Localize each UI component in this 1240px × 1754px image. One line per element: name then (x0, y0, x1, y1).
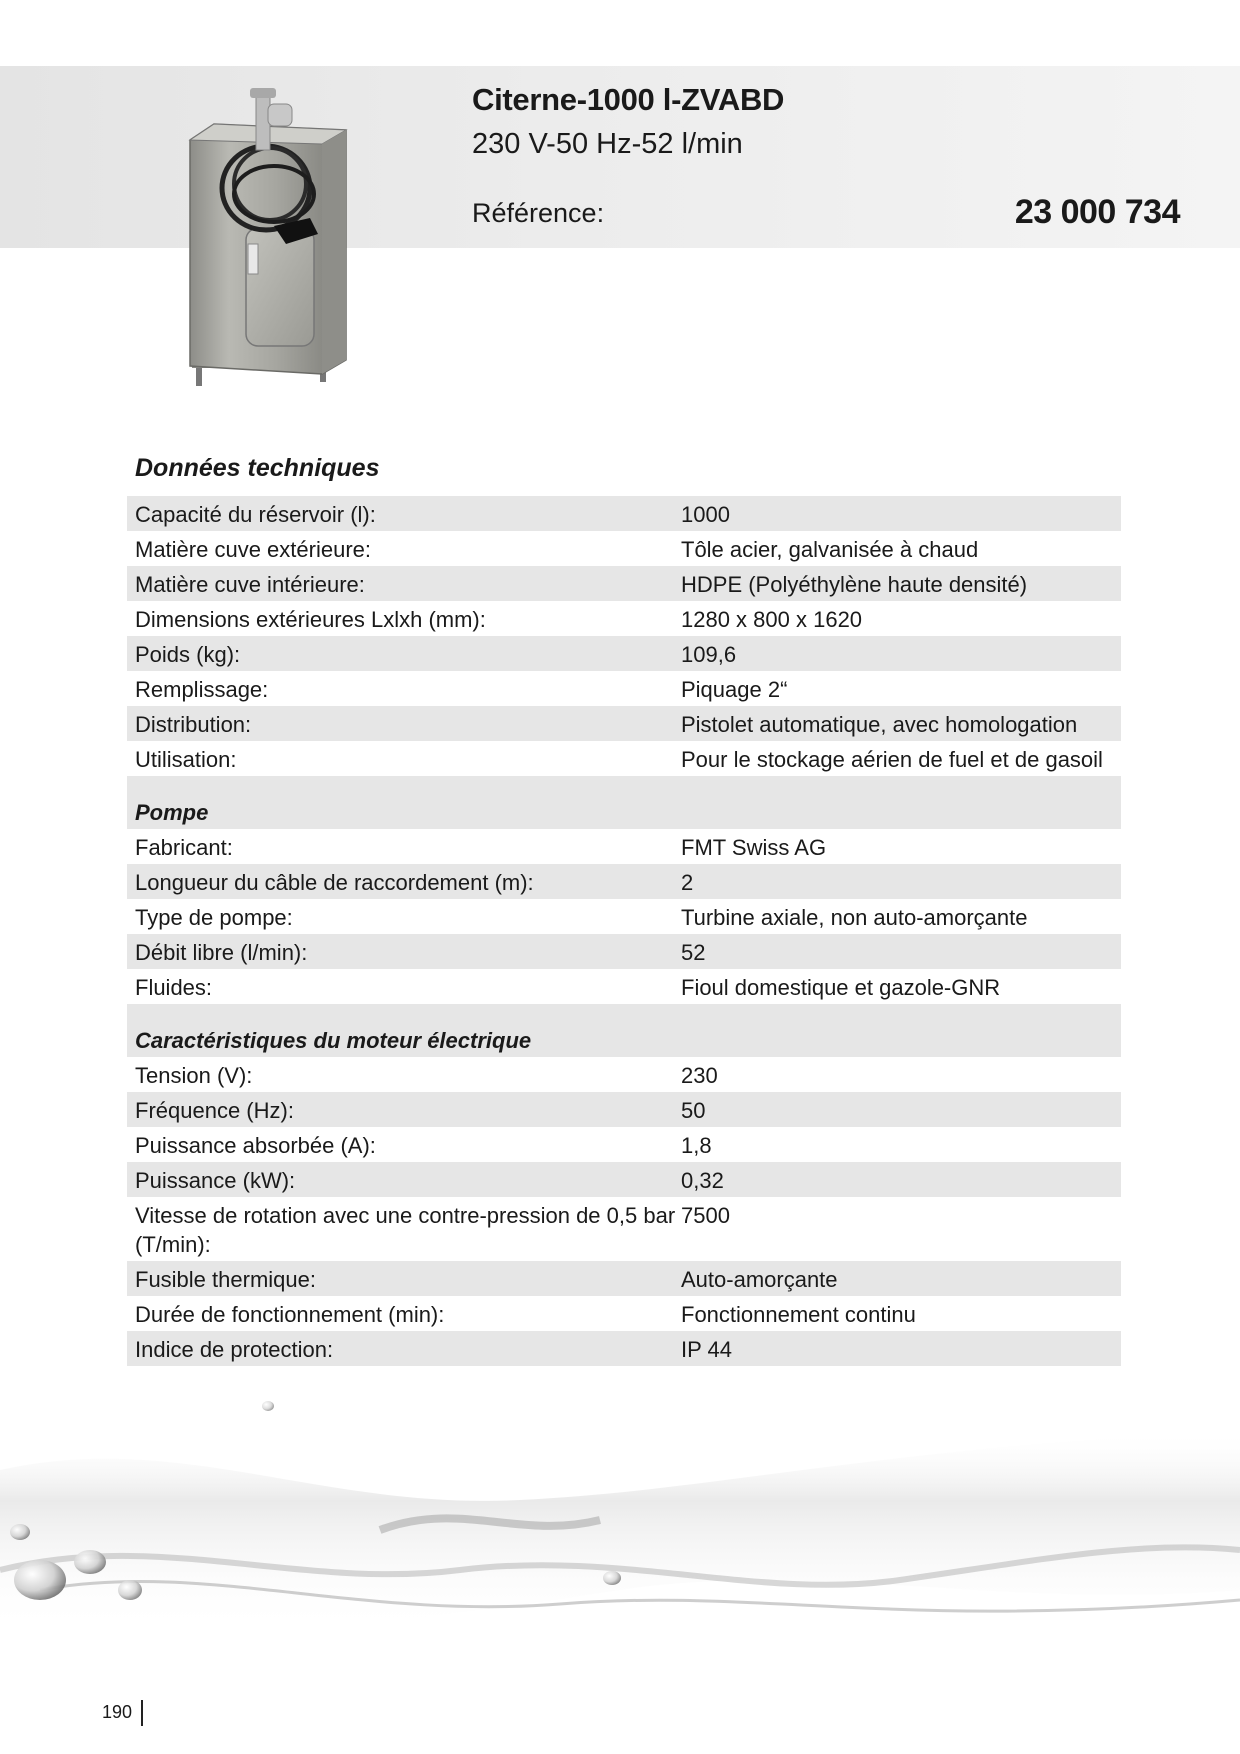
spec-label: Longueur du câble de raccordement (m): (135, 870, 534, 895)
spec-label: Distribution: (135, 712, 252, 737)
group-heading-spacer (677, 794, 1121, 800)
spec-value: Fonctionnement continu (681, 1302, 916, 1327)
spec-value: HDPE (Polyéthylène haute densité) (681, 572, 1028, 597)
spec-value: Piquage 2“ (681, 677, 788, 702)
spec-row (127, 1127, 1121, 1162)
spec-label: Fabricant: (135, 835, 233, 860)
product-subtitle: 230 V-50 Hz-52 l/min (472, 128, 743, 160)
spec-value: Pistolet automatique, avec homologation (681, 712, 1078, 737)
spec-value: 2 (681, 870, 694, 895)
reference-label: Référence: (472, 198, 605, 228)
spec-label: Fusible thermique: (135, 1267, 316, 1292)
spec-row (127, 899, 1121, 934)
spec-value: FMT Swiss AG (681, 835, 827, 860)
spec-row (127, 566, 1121, 601)
water-splash-image (0, 1390, 1240, 1720)
spec-label: Durée de fonctionnement (min): (135, 1302, 445, 1327)
spec-value: 230 (681, 1063, 718, 1088)
spec-value: Turbine axiale, non auto-amorçante (681, 905, 1028, 930)
spec-label: Matière cuve extérieure: (135, 537, 371, 562)
group-heading-spacer (677, 1022, 1121, 1028)
spec-table (127, 496, 1121, 1366)
spec-row (127, 934, 1121, 969)
spec-label: Type de pompe: (135, 905, 293, 930)
spec-label: Poids (kg): (135, 642, 241, 667)
group-heading-label: Caractéristiques du moteur électrique (135, 1028, 532, 1053)
spec-row (127, 829, 1121, 864)
spec-value: 52 (681, 940, 706, 965)
fuel-tank-image (170, 84, 370, 394)
spec-row (127, 1057, 1121, 1092)
spec-row (127, 601, 1121, 636)
spec-row (127, 1197, 1121, 1261)
spec-row (127, 706, 1121, 741)
group-heading-label: Pompe (135, 800, 209, 825)
spec-value: 50 (681, 1098, 706, 1123)
spec-label: Débit libre (l/min): (135, 940, 308, 965)
spec-row (127, 1092, 1121, 1127)
spec-row (127, 636, 1121, 671)
spec-group-heading-motor (127, 1004, 1121, 1057)
product-title: Citerne-1000 l-ZVABD (472, 82, 785, 117)
spec-label: Dimensions extérieures Lxlxh (mm): (135, 607, 486, 632)
spec-value: Auto-amorçante (681, 1267, 838, 1292)
spec-value: Tôle acier, galvanisée à chaud (681, 537, 979, 562)
spec-value: 1000 (681, 502, 730, 527)
spec-label: Capacité du réservoir (l): (135, 502, 376, 527)
page-number: 190 (102, 1702, 133, 1722)
spec-row (127, 671, 1121, 706)
spec-value: IP 44 (681, 1337, 732, 1362)
spec-label: Puissance absorbée (A): (135, 1133, 376, 1158)
spec-value: 1280 x 800 x 1620 (681, 607, 863, 632)
spec-label: Indice de protection: (135, 1337, 334, 1362)
spec-row (127, 1162, 1121, 1197)
spec-row (127, 496, 1121, 531)
spec-group-heading-pump (127, 776, 1121, 829)
spec-label: Tension (V): (135, 1063, 253, 1088)
spec-label: Fluides: (135, 975, 213, 1000)
page-number-divider (141, 1700, 143, 1726)
spec-value: 7500 (681, 1203, 730, 1228)
spec-label: Vitesse de rotation avec une contre-pression de 0,5 bar (T/min): (135, 1203, 676, 1257)
spec-label: Utilisation: (135, 747, 237, 772)
spec-label: Puissance (kW): (135, 1168, 296, 1193)
spec-value: Fioul domestique et gazole-GNR (681, 975, 1001, 1000)
section-heading-technical-data: Données techniques (135, 454, 380, 482)
spec-row (127, 1331, 1121, 1366)
spec-label: Matière cuve intérieure: (135, 572, 365, 597)
spec-row (127, 969, 1121, 1004)
spec-label: Remplissage: (135, 677, 269, 702)
spec-row (127, 864, 1121, 899)
spec-value: Pour le stockage aérien de fuel et de gasoil (681, 747, 1103, 772)
spec-value: 0,32 (681, 1168, 724, 1193)
spec-row (127, 531, 1121, 566)
spec-row (127, 1296, 1121, 1331)
spec-value: 1,8 (681, 1133, 712, 1158)
spec-value: 109,6 (681, 642, 737, 667)
reference-value: 23 000 734 (1014, 193, 1180, 231)
spec-row (127, 741, 1121, 776)
spec-label: Fréquence (Hz): (135, 1098, 294, 1123)
spec-row (127, 1261, 1121, 1296)
